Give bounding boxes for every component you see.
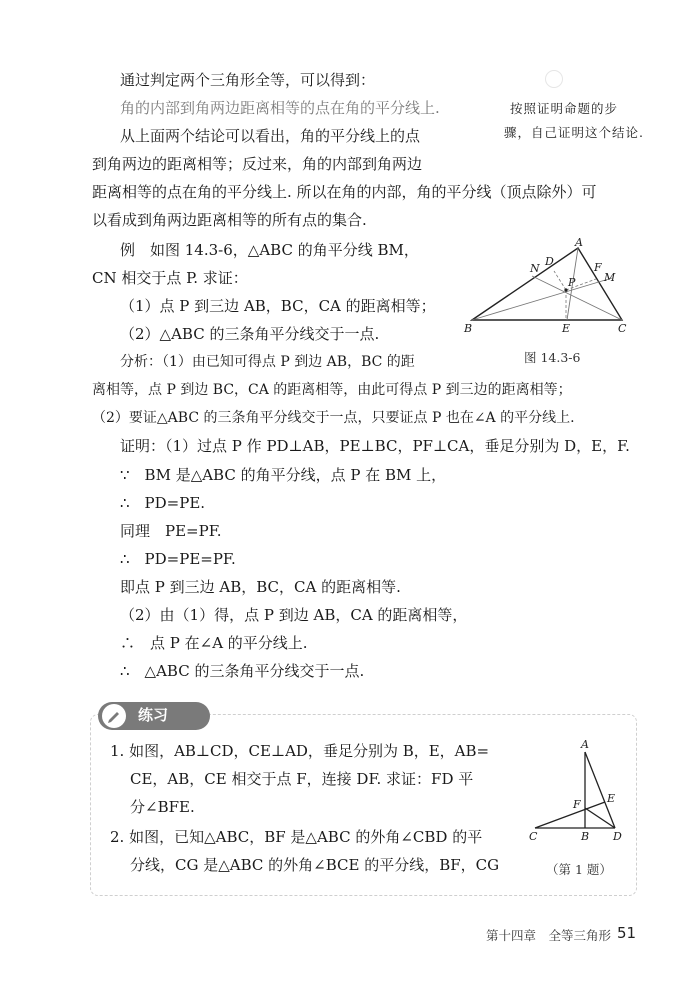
page-number: 51 (617, 924, 637, 942)
label-D: D (545, 255, 554, 268)
proof-line: （2）由（1）得，点 P 到边 AB，CA 的距离相等， (120, 606, 468, 624)
label-F: F (594, 261, 602, 274)
text-line: 以看成到角两边距离相等的所有点的集合. (92, 211, 367, 229)
proof-line: ∴ PD=PE. (120, 494, 206, 512)
ex-label-C: C (529, 830, 538, 843)
exercise-item: 分线，CG 是△ABC 的外角∠BCE 的平分线，BF，CG (130, 856, 500, 874)
figure-caption: 图 14.3-6 (524, 350, 581, 365)
text-line: 通过判定两个三角形全等，可以得到： (120, 71, 376, 89)
exercise-item: 分∠BFE. (130, 798, 195, 816)
ex-label-A: A (581, 738, 589, 751)
exercise-pencil-icon (102, 704, 126, 728)
text-line: 距离相等的点在角的平分线上. 所以在角的内部，角的平分线（顶点除外）可 (92, 183, 597, 201)
ex-label-E: E (607, 792, 616, 805)
side-note-line: 骤，自己证明这个结论. (504, 125, 644, 140)
text-line: （2）△ABC 的三条角平分线交于一点. (120, 325, 380, 343)
label-A: A (575, 238, 583, 249)
analysis-line: 分析：（1）由已知可得点 P 到边 AB，BC 的距 (120, 354, 415, 370)
proof-line: ∵ BM 是△ABC 的角平分线，点 P 在 BM 上， (120, 466, 447, 484)
exercise-item: 2. 如图，已知△ABC，BF 是△ABC 的外角∠CBD 的平 (110, 828, 483, 846)
text-line: 从上面两个结论可以看出，角的平分线上的点 (120, 127, 421, 145)
proof-line: ∴ △ABC 的三条角平分线交于一点. (120, 662, 365, 680)
label-B: B (464, 322, 473, 335)
example-heading: 例 如图 14.3-6，△ABC 的角平分线 BM， (120, 241, 419, 259)
exercise-figure (525, 738, 625, 846)
exercise-title: 练习 (138, 706, 169, 724)
ex-label-B: B (581, 830, 590, 843)
proof-line: ∴ 点 P 在∠A 的平分线上. (120, 634, 308, 652)
proof-line: 即点 P 到三边 AB，BC，CA 的距离相等. (120, 578, 401, 596)
analysis-line: （2）要证△ABC 的三条角平分线交于一点，只要证点 P 也在∠A 的平分线上. (92, 410, 575, 426)
label-N: N (530, 262, 540, 275)
side-note-marker (545, 70, 563, 88)
text-line-highlight: 角的内部到角两边距离相等的点在角的平分线上. (120, 99, 440, 117)
label-C: C (618, 322, 627, 335)
proof-line: 证明：（1）过点 P 作 PD⊥AB，PE⊥BC，PF⊥CA，垂足分别为 D，E，F. (120, 437, 630, 455)
analysis-line: 离相等，点 P 到边 BC，CA 的距离相等，由此可得点 P 到三边的距离相等； (92, 382, 572, 398)
ex-label-D: D (613, 830, 622, 843)
exercise-item: CE，AB，CE 相交于点 F，连接 DF. 求证：FD 平 (130, 770, 474, 788)
exercise-figure-caption: （第 1 题） (546, 862, 612, 877)
text-line: （1）点 P 到三边 AB，BC，CA 的距离相等； (120, 297, 436, 315)
proof-line: 同理 PE=PF. (120, 522, 222, 540)
text-line: CN 相交于点 P. 求证： (92, 269, 248, 287)
proof-line: ∴ PD=PE=PF. (120, 550, 236, 568)
exercise-item: 1. 如图，AB⊥CD，CE⊥AD，垂足分别为 B，E，AB= (110, 742, 490, 760)
side-note-line: 按照证明命题的步 (510, 101, 619, 116)
triangle-figure (460, 238, 640, 338)
label-E: E (562, 322, 571, 335)
chapter-footer: 第十四章 全等三角形 (486, 928, 612, 943)
ex-label-F: F (573, 798, 581, 811)
label-P: P (568, 276, 576, 289)
label-M: M (604, 271, 616, 284)
text-line: 到角两边的距离相等；反过来，角的内部到角两边 (92, 155, 423, 173)
